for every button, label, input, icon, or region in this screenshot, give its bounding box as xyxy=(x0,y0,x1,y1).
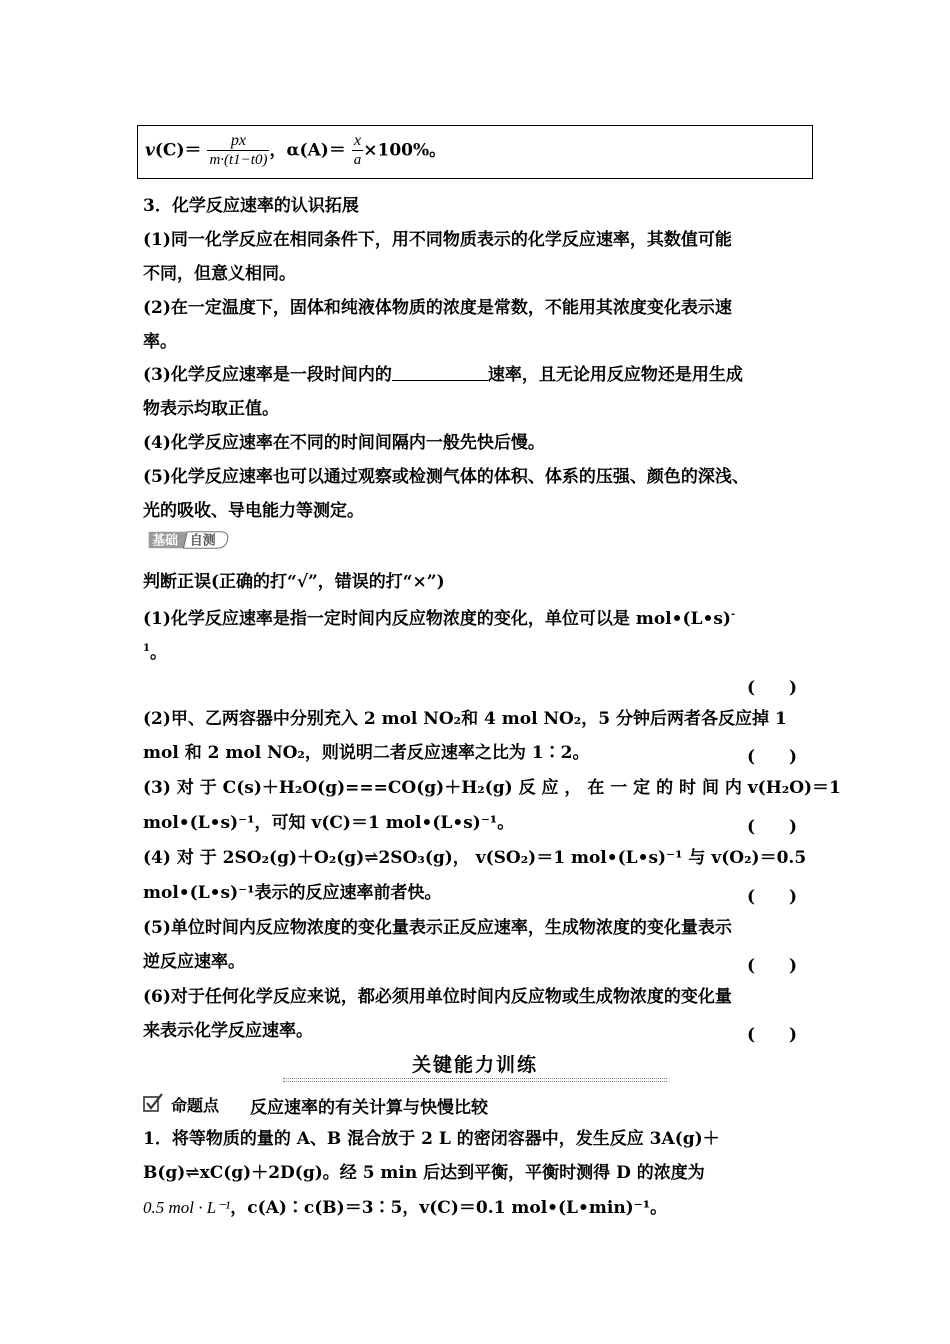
paragraph-line: (2)在一定温度下，固体和纯液体物质的浓度是常数，不能用其浓度变化表示速 xyxy=(143,298,732,318)
section-heading: 3．化学反应速率的认识拓展 xyxy=(143,196,359,216)
text-segment: (3)化学反应速率是一段时间内的 xyxy=(143,365,392,385)
paragraph-line: (4)化学反应速率在不同的时间间隔内一般先快后慢。 xyxy=(143,433,545,453)
answer-paren-1[interactable]: ( ) xyxy=(747,678,798,698)
question-2: (2)甲、乙两容器中分别充入 2 mol NO₂和 4 mol NO₂，5 分钟后两者各反应掉 1 xyxy=(143,709,787,729)
paragraph-line: (5)化学反应速率也可以通过观察或检测气体的体积、体系的压强、颜色的深浅、 xyxy=(143,467,749,487)
answer-paren-5[interactable]: ( ) xyxy=(747,956,798,976)
superscript: 1 xyxy=(143,643,150,654)
conversion-fraction xyxy=(352,132,364,170)
fill-in-blank[interactable] xyxy=(392,364,488,381)
formula-part: ×100%。 xyxy=(363,140,447,161)
text-segment: 。 xyxy=(149,643,167,663)
badge-right-text: 自测 xyxy=(189,533,216,549)
question-1-cont xyxy=(143,638,167,664)
text-segment: ，c(A)∶c(B)＝3∶5，v(C)＝0.1 mol•(L•min)⁻¹。 xyxy=(230,1198,668,1218)
topic-label: 命题点 xyxy=(171,1096,220,1115)
question-1 xyxy=(143,604,735,630)
answer-paren-3[interactable]: ( ) xyxy=(747,817,798,837)
answer-paren-4[interactable]: ( ) xyxy=(747,887,798,907)
question-6: (6)对于任何化学反应来说，都必须用单位时间内反应物或生成物浓度的变化量 xyxy=(143,987,732,1007)
text-segment: 速率，且无论用反应物还是用生成 xyxy=(487,365,743,385)
rate-fraction xyxy=(207,132,269,170)
paragraph-line: 率。 xyxy=(143,332,177,352)
paragraph-line: 不同，但意义相同。 xyxy=(143,264,296,284)
question-5: (5)单位时间内反应物浓度的变化量表示正反应速率，生成物浓度的变化量表示 xyxy=(143,918,732,938)
title-rule xyxy=(283,1078,667,1079)
question-6-cont: 来表示化学反应速率。 xyxy=(143,1021,313,1041)
key-ability-title xyxy=(283,1048,667,1082)
question-5-cont: 逆反应速率。 xyxy=(143,952,245,972)
rate-formula xyxy=(145,132,446,170)
v-symbol: v xyxy=(145,140,155,161)
problem-1-cont xyxy=(143,1197,667,1219)
paragraph-line xyxy=(143,364,743,386)
answer-paren-6[interactable]: ( ) xyxy=(747,1025,798,1045)
topic-text: 反应速率的有关计算与快慢比较 xyxy=(250,1098,488,1118)
badge-left-text: 基础 xyxy=(152,533,178,549)
self-test-badge xyxy=(143,529,235,551)
paragraph-line: 光的吸收、导电能力等测定。 xyxy=(143,501,364,521)
title-rule xyxy=(283,1081,667,1082)
question-2-cont: mol 和 2 mol NO₂，则说明二者反应速率之比为 1∶2。 xyxy=(143,743,590,763)
fraction-denominator: a xyxy=(353,152,362,168)
answer-paren-2[interactable]: ( ) xyxy=(747,747,798,767)
fraction-numerator: px xyxy=(230,132,246,149)
formula-part: ，α(A)＝ xyxy=(269,140,346,161)
formula-part: (C)＝ xyxy=(154,140,202,161)
paragraph-line: 物表示均取正值。 xyxy=(143,399,279,419)
question-3: (3) 对 于 C(s)＋H₂O(g)===CO(g)＋H₂(g) 反 应 ， 在 一 定 的 时 间 内 v(H₂O)＝1 xyxy=(143,778,841,798)
question-4: (4) 对 于 2SO₂(g)＋O₂(g)⇌2SO₃(g)， v(SO₂)＝1 mol•(L•s)⁻¹ 与 v(O₂)＝0.5 xyxy=(143,848,807,868)
section-title: 关键能力训练 xyxy=(411,1054,538,1076)
text-segment: (1)化学反应速率是指一定时间内反应物浓度的变化，单位可以是 mol•(L•s) xyxy=(143,609,731,629)
problem-1: 1．将等物质的量的 A、B 混合放于 2 L 的密闭容器中，发生反应 3A(g)＋ xyxy=(143,1129,720,1149)
concentration-value: 0.5 mol · L⁻¹ xyxy=(143,1198,231,1217)
fraction-numerator: x xyxy=(353,132,362,149)
superscript: - xyxy=(730,609,736,620)
problem-1-cont: B(g)⇌xC(g)＋2D(g)。经 5 min 后达到平衡，平衡时测得 D 的浓度为 xyxy=(143,1163,705,1183)
exercise-heading: 判断正误(正确的打“√”，错误的打“×”) xyxy=(143,572,445,592)
question-4-cont: mol•(L•s)⁻¹表示的反应速率前者快。 xyxy=(143,883,442,903)
question-3-cont: mol•(L•s)⁻¹，可知 v(C)＝1 mol•(L•s)⁻¹。 xyxy=(143,813,515,833)
fraction-denominator: m·(t1−t0) xyxy=(209,152,268,168)
checkbox-checked-icon xyxy=(143,1093,163,1113)
formula-box xyxy=(137,125,813,179)
paragraph-line: (1)同一化学反应在相同条件下，用不同物质表示的化学反应速率，其数值可能 xyxy=(143,230,732,250)
